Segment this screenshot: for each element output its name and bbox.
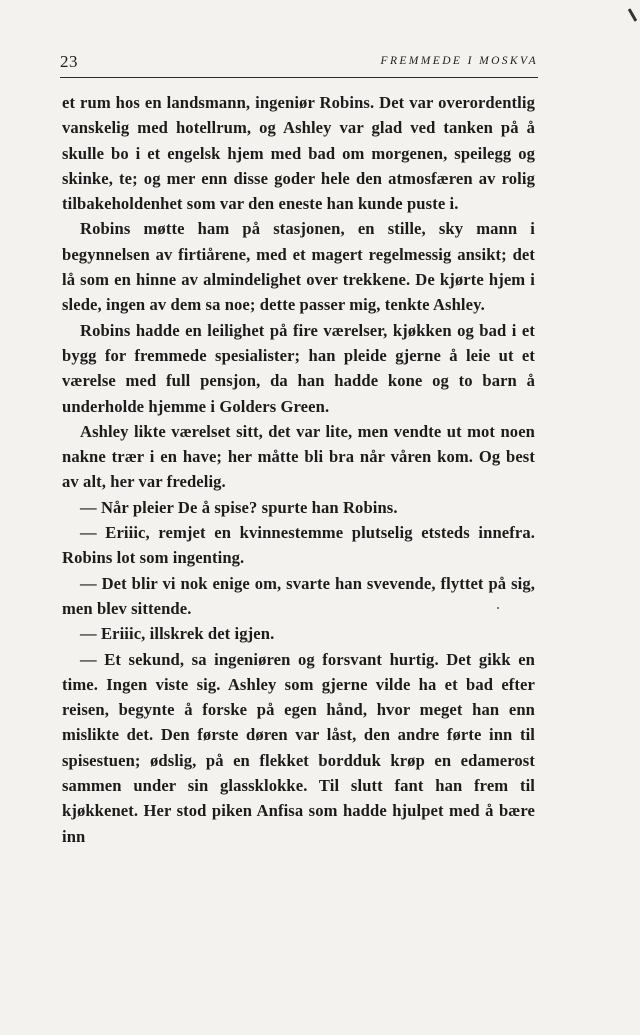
paragraph: — Eriiic, remjet en kvinnestemme plutselig etsteds innefra. Robins lot som ingenting. xyxy=(62,523,535,568)
header-rule xyxy=(60,77,538,78)
ink-speck xyxy=(497,607,499,609)
paragraph: Ashley likte værelset sitt, det var lite, men vendte ut mot noen nakne trær i en have; her måtte bli bra når våren kom. Og best av alt, her var fredelig. xyxy=(62,421,535,492)
page-header xyxy=(60,52,538,76)
paragraph: — Det blir vi nok enige om, svarte han svevende, flyttet på sig, men blev sittende. xyxy=(62,573,535,618)
body-text xyxy=(62,90,535,849)
paragraph: — Eriiic, illskrek det igjen. xyxy=(80,624,275,644)
paragraph: et rum hos en landsmann, ingeniør Robins. Det var overordentlig vanskelig med hotellrum, og Ashley var glad ved tanken på å skulle bo i et engelsk hjem med bad om morgenen, speilegg og skinke, te; og mer enn disse goder hele den atmosfæren av rolig tilbakeholdenhet som var den eneste han kunde puste i. xyxy=(62,93,535,214)
paragraph: — Når pleier De å spise? spurte han Robins. xyxy=(80,497,398,517)
page-number: 23 xyxy=(60,52,78,71)
paragraph: — Et sekund, sa ingeniøren og forsvant hurtig. Det gikk en time. Ingen viste sig. Ashley som gjerne vilde ha et bad efter reisen, begynte å forske på egen hånd, hvor meget han enn mislikte det. Den første døren var låst, den andre førte inn til spisestuen; ødslig, på en flekket bordduk krøp en edamerost sammen under sin glassklokke. Til slutt fant han frem til kjøkkenet. Her stod piken Anfisa som hadde hjulpet med å bære inn xyxy=(62,649,535,846)
running-title: FREMMEDE I MOSKVA xyxy=(380,55,538,67)
paragraph: Robins møtte ham på stasjonen, en stille, sky mann i begynnelsen av firtiårene, med et magert regelmessig ansikt; det lå som en hinne av almindelighet over trekkene. De kjørte hjem i slede, ingen av dem sa noe; dette passer mig, tenkte Ashley. xyxy=(62,219,535,315)
paragraph: Robins hadde en leilighet på fire værelser, kjøkken og bad i et bygg for fremmede spesialister; han pleide gjerne å leie ut et værelse med full pensjon, da han hadde kone og to barn å underholde hjemme i Golders Green. xyxy=(62,320,535,416)
corner-mark xyxy=(628,8,638,22)
